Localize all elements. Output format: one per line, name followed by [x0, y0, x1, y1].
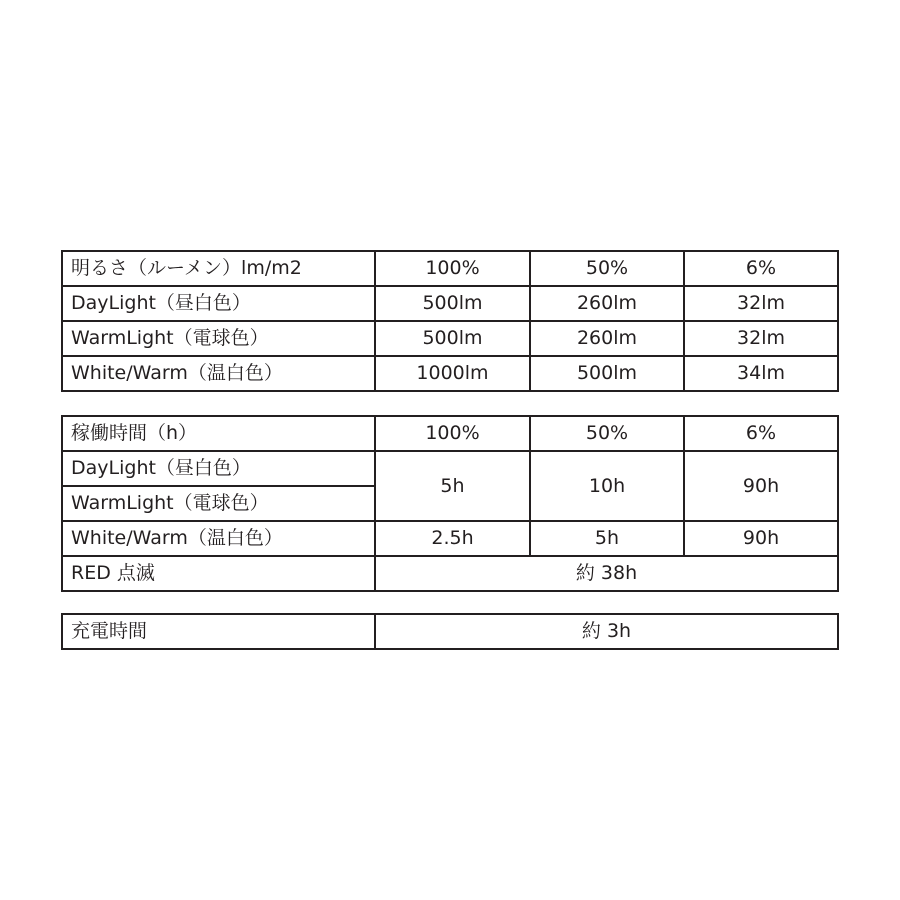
runtime-header-100: 100% [375, 416, 530, 451]
cell-6: 32lm [684, 286, 838, 321]
charge-value: 約 3h [375, 614, 838, 649]
cell-6: 34lm [684, 356, 838, 391]
table-row [62, 356, 838, 391]
row-label: WarmLight（電球色） [62, 321, 375, 356]
table-row [62, 451, 838, 486]
runtime-header-row [62, 416, 838, 451]
cell-100: 500lm [375, 286, 530, 321]
daylight-label: DayLight（昼白色） [62, 451, 375, 486]
table-row [62, 556, 838, 591]
brightness-header-row [62, 251, 838, 286]
red-blink-value: 約 38h [375, 556, 838, 591]
cell-100: 1000lm [375, 356, 530, 391]
cell-50: 260lm [530, 286, 684, 321]
cell-50: 260lm [530, 321, 684, 356]
daywarm-6: 90h [684, 451, 838, 521]
charge-table [61, 613, 839, 650]
table-row [62, 321, 838, 356]
daywarm-50: 10h [530, 451, 684, 521]
brightness-header-6: 6% [684, 251, 838, 286]
runtime-header-label: 稼働時間（h） [62, 416, 375, 451]
table-row [62, 286, 838, 321]
charge-label: 充電時間 [62, 614, 375, 649]
brightness-header-label: 明るさ（ルーメン）lm/m2 [62, 251, 375, 286]
row-label: White/Warm（温白色） [62, 356, 375, 391]
whitewarm-50: 5h [530, 521, 684, 556]
cell-6: 32lm [684, 321, 838, 356]
row-label: DayLight（昼白色） [62, 286, 375, 321]
table-row [62, 614, 838, 649]
brightness-table [61, 250, 839, 392]
warmlight-label: WarmLight（電球色） [62, 486, 375, 521]
daywarm-100: 5h [375, 451, 530, 521]
whitewarm-100: 2.5h [375, 521, 530, 556]
whitewarm-6: 90h [684, 521, 838, 556]
runtime-table [61, 415, 839, 592]
brightness-header-50: 50% [530, 251, 684, 286]
table-row [62, 521, 838, 556]
runtime-header-6: 6% [684, 416, 838, 451]
runtime-header-50: 50% [530, 416, 684, 451]
cell-50: 500lm [530, 356, 684, 391]
red-blink-label: RED 点滅 [62, 556, 375, 591]
whitewarm-label: White/Warm（温白色） [62, 521, 375, 556]
brightness-header-100: 100% [375, 251, 530, 286]
cell-100: 500lm [375, 321, 530, 356]
